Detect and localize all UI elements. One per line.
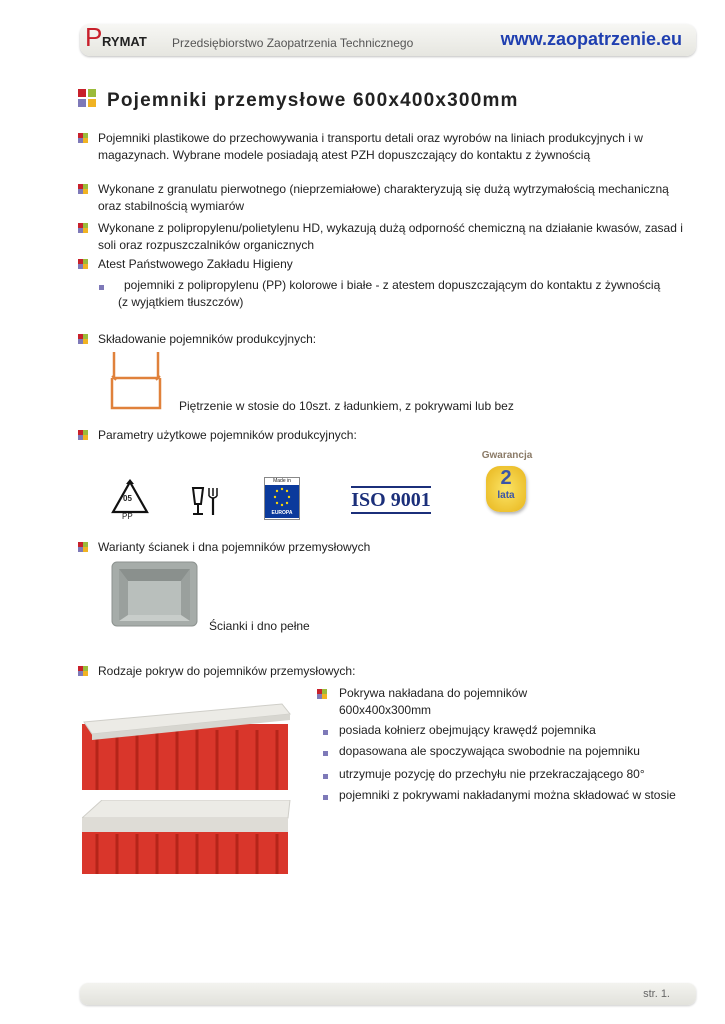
lid-feature-item: Pokrywa nakładana do pojemników 600x400x300mm	[339, 686, 528, 717]
storage-heading: Składowanie pojemników produkcyjnych:	[98, 332, 317, 346]
food-safe-icon	[190, 484, 220, 518]
walls-heading: Warianty ścianek i dna pojemników przemysłowych	[98, 540, 371, 554]
container-interior-image	[111, 561, 198, 627]
bullet-icon	[317, 689, 327, 699]
feature-item: Wykonane z polipropylenu/polietylenu HD, wykazują dużą odporność chemiczną na działanie kwasów, zasad i soli oraz rozpuszczalników organicznych	[98, 221, 683, 252]
brand-subtitle: Przedsiębiorstwo Zaopatrzenia Technicznego	[172, 36, 414, 50]
bullet-icon	[78, 184, 88, 194]
website-link[interactable]: www.zaopatrzenie.eu	[500, 29, 682, 49]
made-in-europa-badge: Made in EUROPA	[264, 477, 300, 520]
lid-feature-item: pojemniki z pokrywami nakładanymi można składować w stosie	[339, 788, 676, 802]
sub-bullet-icon	[323, 774, 328, 779]
bullet-icon	[78, 223, 88, 233]
lid-feature-item: dopasowana ale spoczywająca swobodnie na pojemniku	[339, 744, 640, 758]
recycle-pp-icon: 05 PP	[110, 478, 150, 524]
sub-bullet-icon	[323, 730, 328, 735]
page-header	[80, 24, 696, 56]
bullet-icon	[78, 334, 88, 344]
red-container-lid-open-image	[82, 700, 292, 790]
red-container-lid-closed-image	[82, 800, 292, 874]
page-footer	[80, 983, 696, 1005]
brand-name: RYMAT	[102, 34, 147, 49]
feature-item: Atest Państwowego Zakładu Higieny	[98, 257, 293, 271]
bullet-icon	[78, 542, 88, 552]
lids-heading: Rodzaje pokryw do pojemników przemysłowych:	[98, 664, 356, 678]
eu-flag-icon	[265, 485, 299, 509]
sub-bullet-icon	[323, 751, 328, 756]
guarantee-badge: Gwarancja 2 lata	[476, 450, 538, 520]
lid-feature-item: posiada kołnierz obejmujący krawędź pojemnika	[339, 723, 596, 737]
intro-line: Pojemniki plastikowe do przechowywania i transportu detali oraz wyrobów na liniach produkcyjnych i w	[98, 131, 643, 145]
bullet-icon	[78, 430, 88, 440]
bullet-icon	[78, 259, 88, 269]
stacking-diagram	[108, 350, 164, 412]
lid-feature-item: utrzymuje pozycję do przechyłu nie przekraczającego 80°	[339, 767, 645, 781]
sub-bullet-icon	[99, 285, 104, 290]
title-squares-icon	[78, 89, 96, 107]
page-title: Pojemniki przemysłowe 600x400x300mm	[107, 90, 519, 111]
guarantee-seal: 2 lata	[486, 466, 526, 512]
intro-paragraph	[98, 130, 643, 164]
bullet-icon	[78, 666, 88, 676]
brand-initial: P	[85, 22, 103, 52]
storage-caption: Piętrzenie w stosie do 10szt. z ładunkiem, z pokrywami lub bez	[179, 399, 514, 413]
page-number: str. 1.	[643, 988, 670, 1000]
walls-caption: Ścianki i dno pełne	[209, 619, 310, 633]
iso-9001-logo: ISO 9001	[351, 486, 431, 516]
bullet-icon	[78, 133, 88, 143]
feature-item: Wykonane z granulatu pierwotnego (nieprzemiałowe) charakteryzują się dużą wytrzymałością mechaniczną oraz stabilnością wymiarów	[98, 182, 669, 213]
sub-bullet-icon	[323, 795, 328, 800]
params-heading: Parametry użytkowe pojemników produkcyjnych:	[98, 428, 357, 442]
intro-line: magazynach. Wybrane modele posiadają atest PZH dopuszczający do kontaktu z żywnością	[98, 148, 591, 162]
atest-detail: pojemniki z polipropylenu (PP) kolorowe i białe - z atestem dopuszczającym do kontaktu z żywnością (z wyjątkiem tłuszczów)	[118, 278, 661, 309]
